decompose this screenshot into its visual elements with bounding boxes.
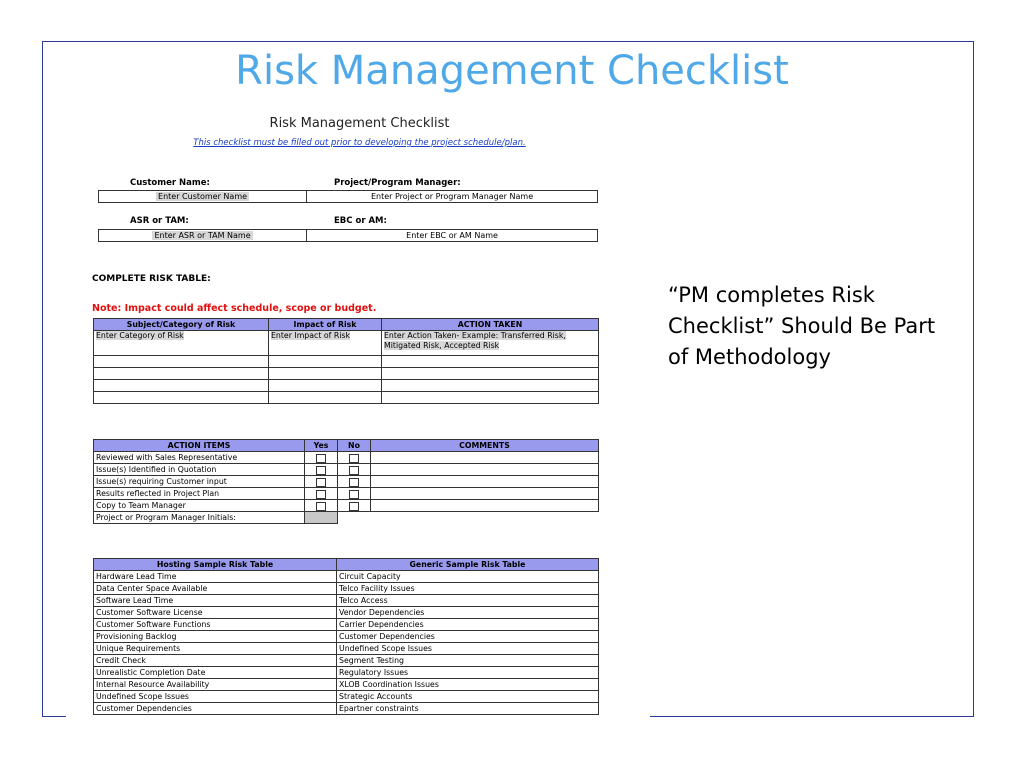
customer-pm-field-row [98,190,598,203]
table-row [94,619,599,631]
table-row [94,655,599,667]
yes-checkbox[interactable] [305,500,338,512]
hosting-risk-cell: Hardware Lead Time [94,571,337,583]
slide-frame-top [42,41,974,42]
risk-header-subject: Subject/Category of Risk [94,319,269,331]
risk-impact-cell[interactable]: Enter Impact of Risk [269,331,382,356]
yes-checkbox[interactable] [305,464,338,476]
comment-cell[interactable] [371,488,599,500]
generic-risk-cell: Circuit Capacity [337,571,599,583]
hosting-risk-cell: Unrealistic Completion Date [94,667,337,679]
generic-risk-cell: Undefined Scope Issues [337,643,599,655]
risk-table [93,318,599,404]
generic-risk-cell: Vendor Dependencies [337,607,599,619]
checkbox-icon [316,478,326,487]
risk-cell[interactable] [269,380,382,392]
table-row [94,500,599,512]
table-row [94,356,599,368]
no-checkbox[interactable] [338,476,371,488]
action-item-label: Issue(s) Identified in Quotation [94,464,305,476]
comment-cell[interactable] [371,452,599,464]
comment-cell[interactable] [371,464,599,476]
risk-cell[interactable] [269,368,382,380]
customer-name-field[interactable]: Enter Customer Name [158,192,248,201]
generic-risk-cell: XLOB Coordination Issues [337,679,599,691]
action-header-yes: Yes [305,440,338,452]
action-item-label: Issue(s) requiring Customer input [94,476,305,488]
risk-cell[interactable] [94,356,269,368]
no-checkbox[interactable] [338,452,371,464]
checkbox-icon [349,502,359,511]
no-checkbox[interactable] [338,464,371,476]
document-subtitle: This checklist must be filled out prior to developing the project schedule/plan. [193,138,526,148]
table-row [94,643,599,655]
slide-frame-right [973,41,974,717]
table-row [94,368,599,380]
no-checkbox[interactable] [338,488,371,500]
action-header-no: No [338,440,371,452]
hosting-risk-cell: Data Center Space Available [94,583,337,595]
comment-cell[interactable] [371,500,599,512]
slide-frame-bottom-left [42,716,66,717]
yes-checkbox[interactable] [305,476,338,488]
action-item-label: Results reflected in Project Plan [94,488,305,500]
initials-label: Project or Program Manager Initials: [94,512,305,524]
risk-cell[interactable] [382,356,599,368]
table-row [94,464,599,476]
risk-cell[interactable] [269,392,382,404]
asr-label: ASR or TAM: [130,216,189,226]
table-row [94,595,599,607]
risk-cell[interactable] [382,380,599,392]
sample-table-header [94,559,599,571]
risk-cell[interactable] [269,356,382,368]
checkbox-icon [349,490,359,499]
yes-checkbox[interactable] [305,452,338,464]
asr-field[interactable]: Enter ASR or TAM Name [154,231,251,240]
comment-cell[interactable] [371,476,599,488]
risk-cell[interactable] [382,368,599,380]
generic-risk-cell: Epartner constraints [337,703,599,715]
asr-ebc-field-row [98,229,598,242]
risk-action-cell[interactable]: Enter Action Taken- Example: Transferred Risk, Mitigated Risk, Accepted Risk [382,331,599,356]
risk-cell[interactable] [94,392,269,404]
generic-sample-header: Generic Sample Risk Table [337,559,599,571]
generic-risk-cell: Carrier Dependencies [337,619,599,631]
hosting-risk-cell: Customer Dependencies [94,703,337,715]
risk-category-cell[interactable]: Enter Category of Risk [94,331,269,356]
sample-risk-table [93,558,599,715]
table-row [94,512,599,524]
hosting-risk-cell: Customer Software Functions [94,619,337,631]
action-header-comments: COMMENTS [371,440,599,452]
risk-cell[interactable] [94,380,269,392]
ebc-field[interactable]: Enter EBC or AM Name [306,230,597,241]
action-header-items: ACTION ITEMS [94,440,305,452]
risk-cell[interactable] [94,368,269,380]
table-row [94,583,599,595]
generic-risk-cell: Telco Facility Issues [337,583,599,595]
checkbox-icon [316,490,326,499]
yes-checkbox[interactable] [305,488,338,500]
hosting-risk-cell: Undefined Scope Issues [94,691,337,703]
no-checkbox[interactable] [338,500,371,512]
table-row [94,691,599,703]
hosting-risk-cell: Provisioning Backlog [94,631,337,643]
table-row [94,631,599,643]
pm-label: Project/Program Manager: [334,178,461,188]
table-row [94,667,599,679]
hosting-risk-cell: Customer Software License [94,607,337,619]
side-note: “PM completes Risk Checklist” Should Be Part of Methodology [668,283,936,369]
table-row [94,476,599,488]
table-row [94,607,599,619]
complete-risk-heading: COMPLETE RISK TABLE: [92,274,211,284]
hosting-risk-cell: Software Lead Time [94,595,337,607]
ebc-label: EBC or AM: [334,216,387,226]
table-row [94,703,599,715]
checkbox-icon [316,454,326,463]
action-items-table [93,439,599,524]
generic-risk-cell: Customer Dependencies [337,631,599,643]
action-table-header [94,440,599,452]
table-row [94,331,599,356]
checkbox-icon [316,466,326,475]
table-row [94,571,599,583]
checkbox-icon [349,454,359,463]
generic-risk-cell: Segment Testing [337,655,599,667]
pm-name-field[interactable]: Enter Project or Program Manager Name [306,191,597,202]
checkbox-icon [316,502,326,511]
table-row [94,488,599,500]
impact-note: Note: Impact could affect schedule, scope or budget. [92,303,377,314]
generic-risk-cell: Telco Access [337,595,599,607]
table-row [94,392,599,404]
hosting-risk-cell: Unique Requirements [94,643,337,655]
slide-frame-left [42,41,43,717]
action-item-label: Reviewed with Sales Representative [94,452,305,464]
risk-table-header [94,319,599,331]
table-row [94,452,599,464]
risk-header-impact: Impact of Risk [269,319,382,331]
initials-field[interactable] [305,512,338,524]
action-item-label: Copy to Team Manager [94,500,305,512]
hosting-risk-cell: Internal Resource Availability [94,679,337,691]
hosting-sample-header: Hosting Sample Risk Table [94,559,337,571]
table-row [94,679,599,691]
checkbox-icon [349,478,359,487]
customer-name-label: Customer Name: [130,178,210,188]
document-title: Risk Management Checklist [269,116,450,131]
checkbox-icon [349,466,359,475]
generic-risk-cell: Regulatory Issues [337,667,599,679]
table-row [94,380,599,392]
slide-title: Risk Management Checklist [235,48,789,94]
hosting-risk-cell: Credit Check [94,655,337,667]
risk-cell[interactable] [382,392,599,404]
risk-header-action: ACTION TAKEN [382,319,599,331]
generic-risk-cell: Strategic Accounts [337,691,599,703]
slide-frame-bottom-right [650,716,974,717]
